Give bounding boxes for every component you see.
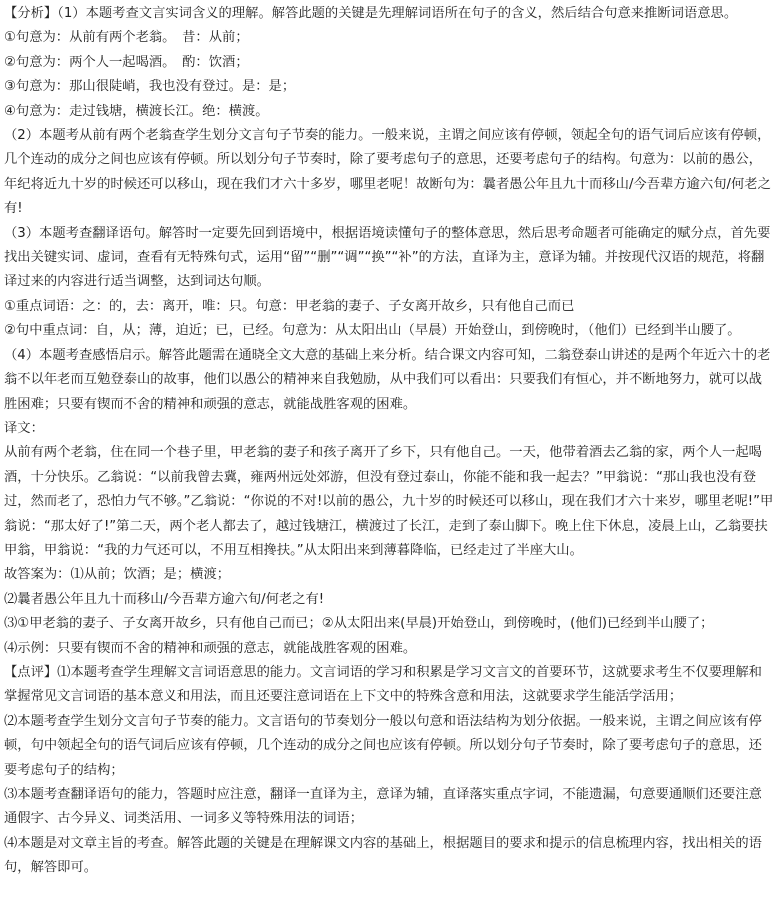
item-1-3: ③句意为：那山很陡峭，我也没有登过。是：是； [4,79,296,95]
comment-1: 【点评】⑴本题考查学生理解文言词语意思的能力。文言词语的学习和积累是学习文言文的首要环节，这就要求考生不仅要理解和掌握常见文言词语的基本意义和用法，而且还要注意词语在上下文中的特殊含意和用法，这就要求学生能活学活用； [4,664,762,705]
answer-line-4: ⑷示例：只要有锲而不舍的精神和顽强的意志，就能战胜客观的困难。 [4,640,417,656]
analysis-part-3: （3）本题考查翻译语句。解答时一定要先回到语境中，根据语境读懂句子的整体意思，然后思考命题者可能确定的赋分点，首先要找出关键实词、虚词，查看有无特殊句式，运用“留”“删”“调”“换”“补”的方法，直译为主，意译为辅。并按现代汉语的规范，将翻译过来的内容进行适当调整，达到词达句顺。 [4,225,771,290]
translation-body: 从前有两个老翁，住在同一个巷子里，甲老翁的妻子和孩子离开了乡下，只有他自己。一天，他带着酒去乙翁的家，两个人一起喝酒，十分快乐。乙翁说：“以前我曾去冀，雍两州远处郊游，但没有登过泰山，你能不能和我一起去？”甲翁说：“那山我也没有登过，然而老了，恐怕力气不够。”乙翁说：“你说的不对!以前的愚公，九十岁的时候还可以移山，现在我们才六十来岁，哪里老呢!”甲翁说：“那太好了!”第二天，两个老人都去了，越过钱塘江，横渡过了长江，走到了泰山脚下。晚上住下休息，凌晨上山，乙翁要扶甲翁，甲翁说：“我的力气还可以，不用互相搀扶。”从太阳出来到薄暮降临，已经走过了半座大山。 [4,445,774,558]
item-1-4: ④句意为：走过钱塘，横渡长江。绝：横渡。 [4,103,269,119]
item-3-1: ①重点词语：之：的，去：离开，唯：只。句意：甲老翁的妻子、子女离开故乡，只有他自己而已 [4,298,575,314]
analysis-part-4: （4）本题考查感悟启示。解答此题需在通晓全文大意的基础上来分析。结合课文内容可知，二翁登泰山讲述的是两个年近六十的老翁不以年老而互勉登泰山的故事，他们以愚公的精神来自我勉励，从中我们可以看出：只要我们有恒心，并不断地努力，就可以战胜困难；只要有锲而不舍的精神和顽强的意志，就能战胜客观的困难。 [4,347,771,412]
comment-4: ⑷本题是对文章主旨的考查。解答此题的关键是在理解课文内容的基础上，根据题目的要求和提示的信息梳理内容，找出相关的语句，解答即可。 [4,835,762,876]
item-1-2: ②句意为：两个人一起喝酒。 酌：饮酒； [4,54,249,70]
analysis-intro: 【分析】（1）本题考查文言实词含义的理解。解答此题的关键是先理解词语所在句子的含义，然后结合句意来推断词语意思。 [4,6,738,21]
item-1-1: ①句意为：从前有两个老翁。 昔：从前； [4,30,249,46]
comment-2: ⑵本题考查学生划分文言句子节奏的能力。文言语句的节奏划分一般以句意和语法结构为划分依据。一般来说，主谓之间应该有停顿，句中领起全句的语气词后应该有停顿，几个连动的成分之间也应该有停顿。所以划分句子节奏时，除了要考虑句子的意思，还要考虑句子的结构； [4,713,762,778]
analysis-part-2: （2）本题考从前有两个老翁查学生划分文言句子节奏的能力。一般来说，主谓之间应该有停顿，领起全句的语气词后应该有停顿，几个连动的成分之间也应该有停顿。所以划分句子节奏时，除了要考虑句子的意思，还要考虑句子的结构。句意为：以前的愚公，年纪将近九十岁的时候还可以移山，现在我们才六十多岁，哪里老呢！故断句为：曩者愚公年且九十而移山/今吾辈方逾六旬/何老之有! [4,128,771,217]
answer-line-1: 故答案为：⑴从前；饮酒；是；横渡； [4,567,231,583]
item-3-2: ②句中重点词：自，从；薄，迫近；已，已经。句意为：从太阳出山（早晨）开始登山，到傍晚时，（他们）已经到半山腰了。 [4,323,741,339]
translation-heading: 译文： [4,420,44,436]
answer-line-2: ⑵曩者愚公年且九十而移山/今吾辈方逾六旬/何老之有! [4,591,325,607]
answer-line-3: ⑶①甲老翁的妻子、子女离开故乡，只有他自己而已；②从太阳出来(早晨)开始登山，到傍晚时，(他们)已经到半山腰了； [4,616,714,632]
comment-3: ⑶本题考查翻译语句的能力，答题时应注意，翻译一直译为主，意译为辅，直译落实重点字词，不能遗漏，句意要通顺们还要注意通假字、古今异义、词类活用、一词多义等特殊用法的词语； [4,787,762,827]
